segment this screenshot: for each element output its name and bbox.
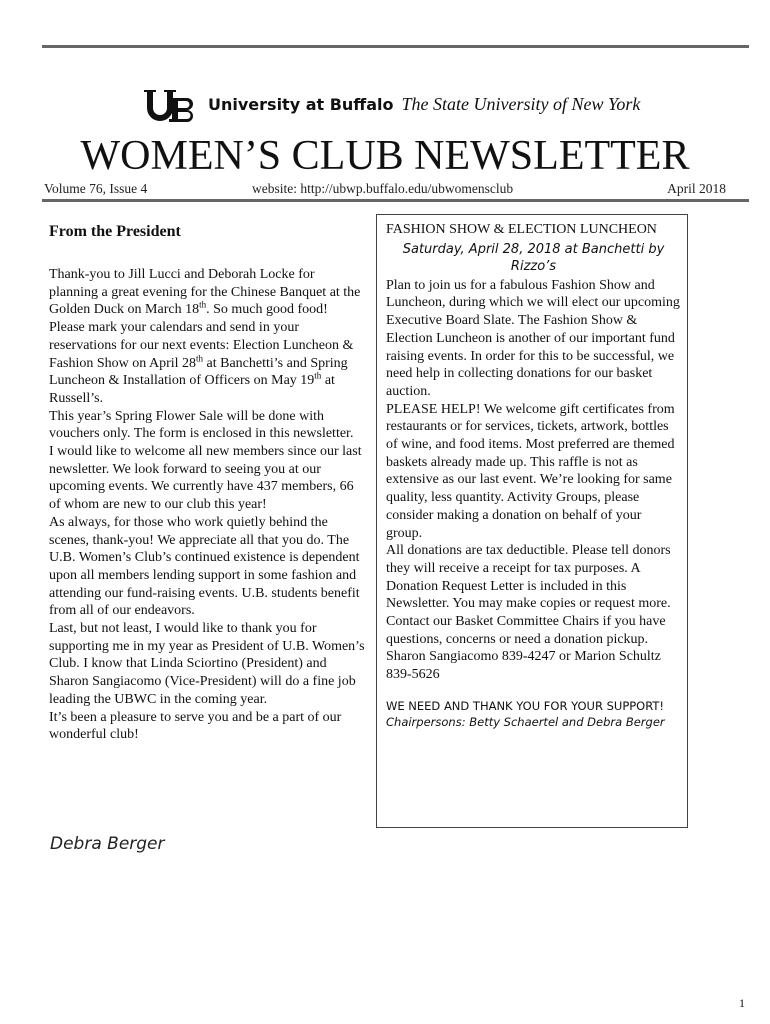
president-column [49,222,365,744]
president-heading: From the President [49,223,181,240]
fashion-paragraph: PLEASE HELP! We welcome gift certificates from restaurants or for services, tickets, artwork, bottles of wine, and food items. Most preferred are themed baskets already made up. This raffle is not as extensive as our last event. We’re looking for same quality, less quantity. Activity Groups, please consider making a donation on behalf of your group. [386,401,675,541]
info-rule [42,199,749,202]
fashion-paragraph: Plan to join us for a fabulous Fashion Show and Luncheon, during which we will elect our upcoming Executive Board Slate. The Fashion Show & Election Luncheon is another of our important fund raising events. In order for this to be successful, we need help in collecting donations for our basket auction. [386,277,680,399]
chairpersons: Chairpersons: Betty Schaertel and Debra Berger [386,714,665,729]
president-paragraph: Thank-you to Jill Lucci and Deborah Locke for planning a great evening for the Chinese Banquet at the Golden Duck on March 18th. So much good food! [49,267,361,318]
fashion-paragraph: All donations are tax deductible. Please tell donors they will receive a receipt for tax purposes. A Donation Request Letter is included in this Newsletter. You may make copies or request more. Contact our Basket Committee Chairs if you have questions, concerns or need a donation pickup. [386,543,671,647]
masthead [142,86,640,122]
volume-issue: Volume 76, Issue 4 [44,181,148,196]
support-thanks: WE NEED AND THANK YOU FOR YOUR SUPPORT! [386,698,665,713]
president-paragraph: Please mark your calendars and send in your reservations for our next events: Election Luncheon & Fashion Show on April 28th at Banchetti’s and Spring Luncheon & Installation of Officers on May 19th at Russell’s. [49,320,354,406]
president-paragraph: This year’s Spring Flower Sale will be done with vouchers only. The form is enclosed in this newsletter. [49,408,354,442]
president-paragraph: As always, for those who work quietly behind the scenes, thank-you! We appreciate all that you do. The U.B. Women’s Club’s continued existence is dependent upon all members lending support in some fashion and attending our fund-raising events. U.B. students benefit from all of our endeavors. [49,514,360,619]
fashion-show-box [376,214,688,828]
president-paragraph: I would like to welcome all new members since our last newsletter. We look forward to seeing you at our upcoming events. We currently have 437 members, 66 of whom are new to our club this year! [49,444,362,513]
president-signature: Debra Berger [50,834,165,854]
suny-name: The State University of New York [401,93,641,114]
fashion-date: Saturday, April 28, 2018 at Banchetti by Rizzo’s [402,241,665,274]
top-rule [42,45,749,48]
ub-logo-icon [142,86,202,122]
issue-date: April 2018 [667,181,726,196]
page-number: 1 [739,996,745,1010]
university-name: University at Buffalo [208,94,394,114]
president-paragraph: Last, but not least, I would like to thank you for supporting me in my year as President of U.B. Women’s Club. I know that Linda Sciortino (President) and Sharon Sangiacomo (Vice-President) will do a fine job leading the UBWC in the coming year. [49,621,365,707]
website-link[interactable]: website: http://ubwp.buffalo.edu/ubwomensclub [252,181,514,196]
fashion-heading: FASHION SHOW & ELECTION LUNCHEON [386,222,657,237]
newsletter-title: WOMEN’S CLUB NEWSLETTER [80,133,690,179]
fashion-contacts: Sharon Sangiacomo 839-4247 or Marion Schultz 839-5626 [386,649,661,683]
president-paragraph: It’s been a pleasure to serve you and be a part of our wonderful club! [49,709,342,743]
